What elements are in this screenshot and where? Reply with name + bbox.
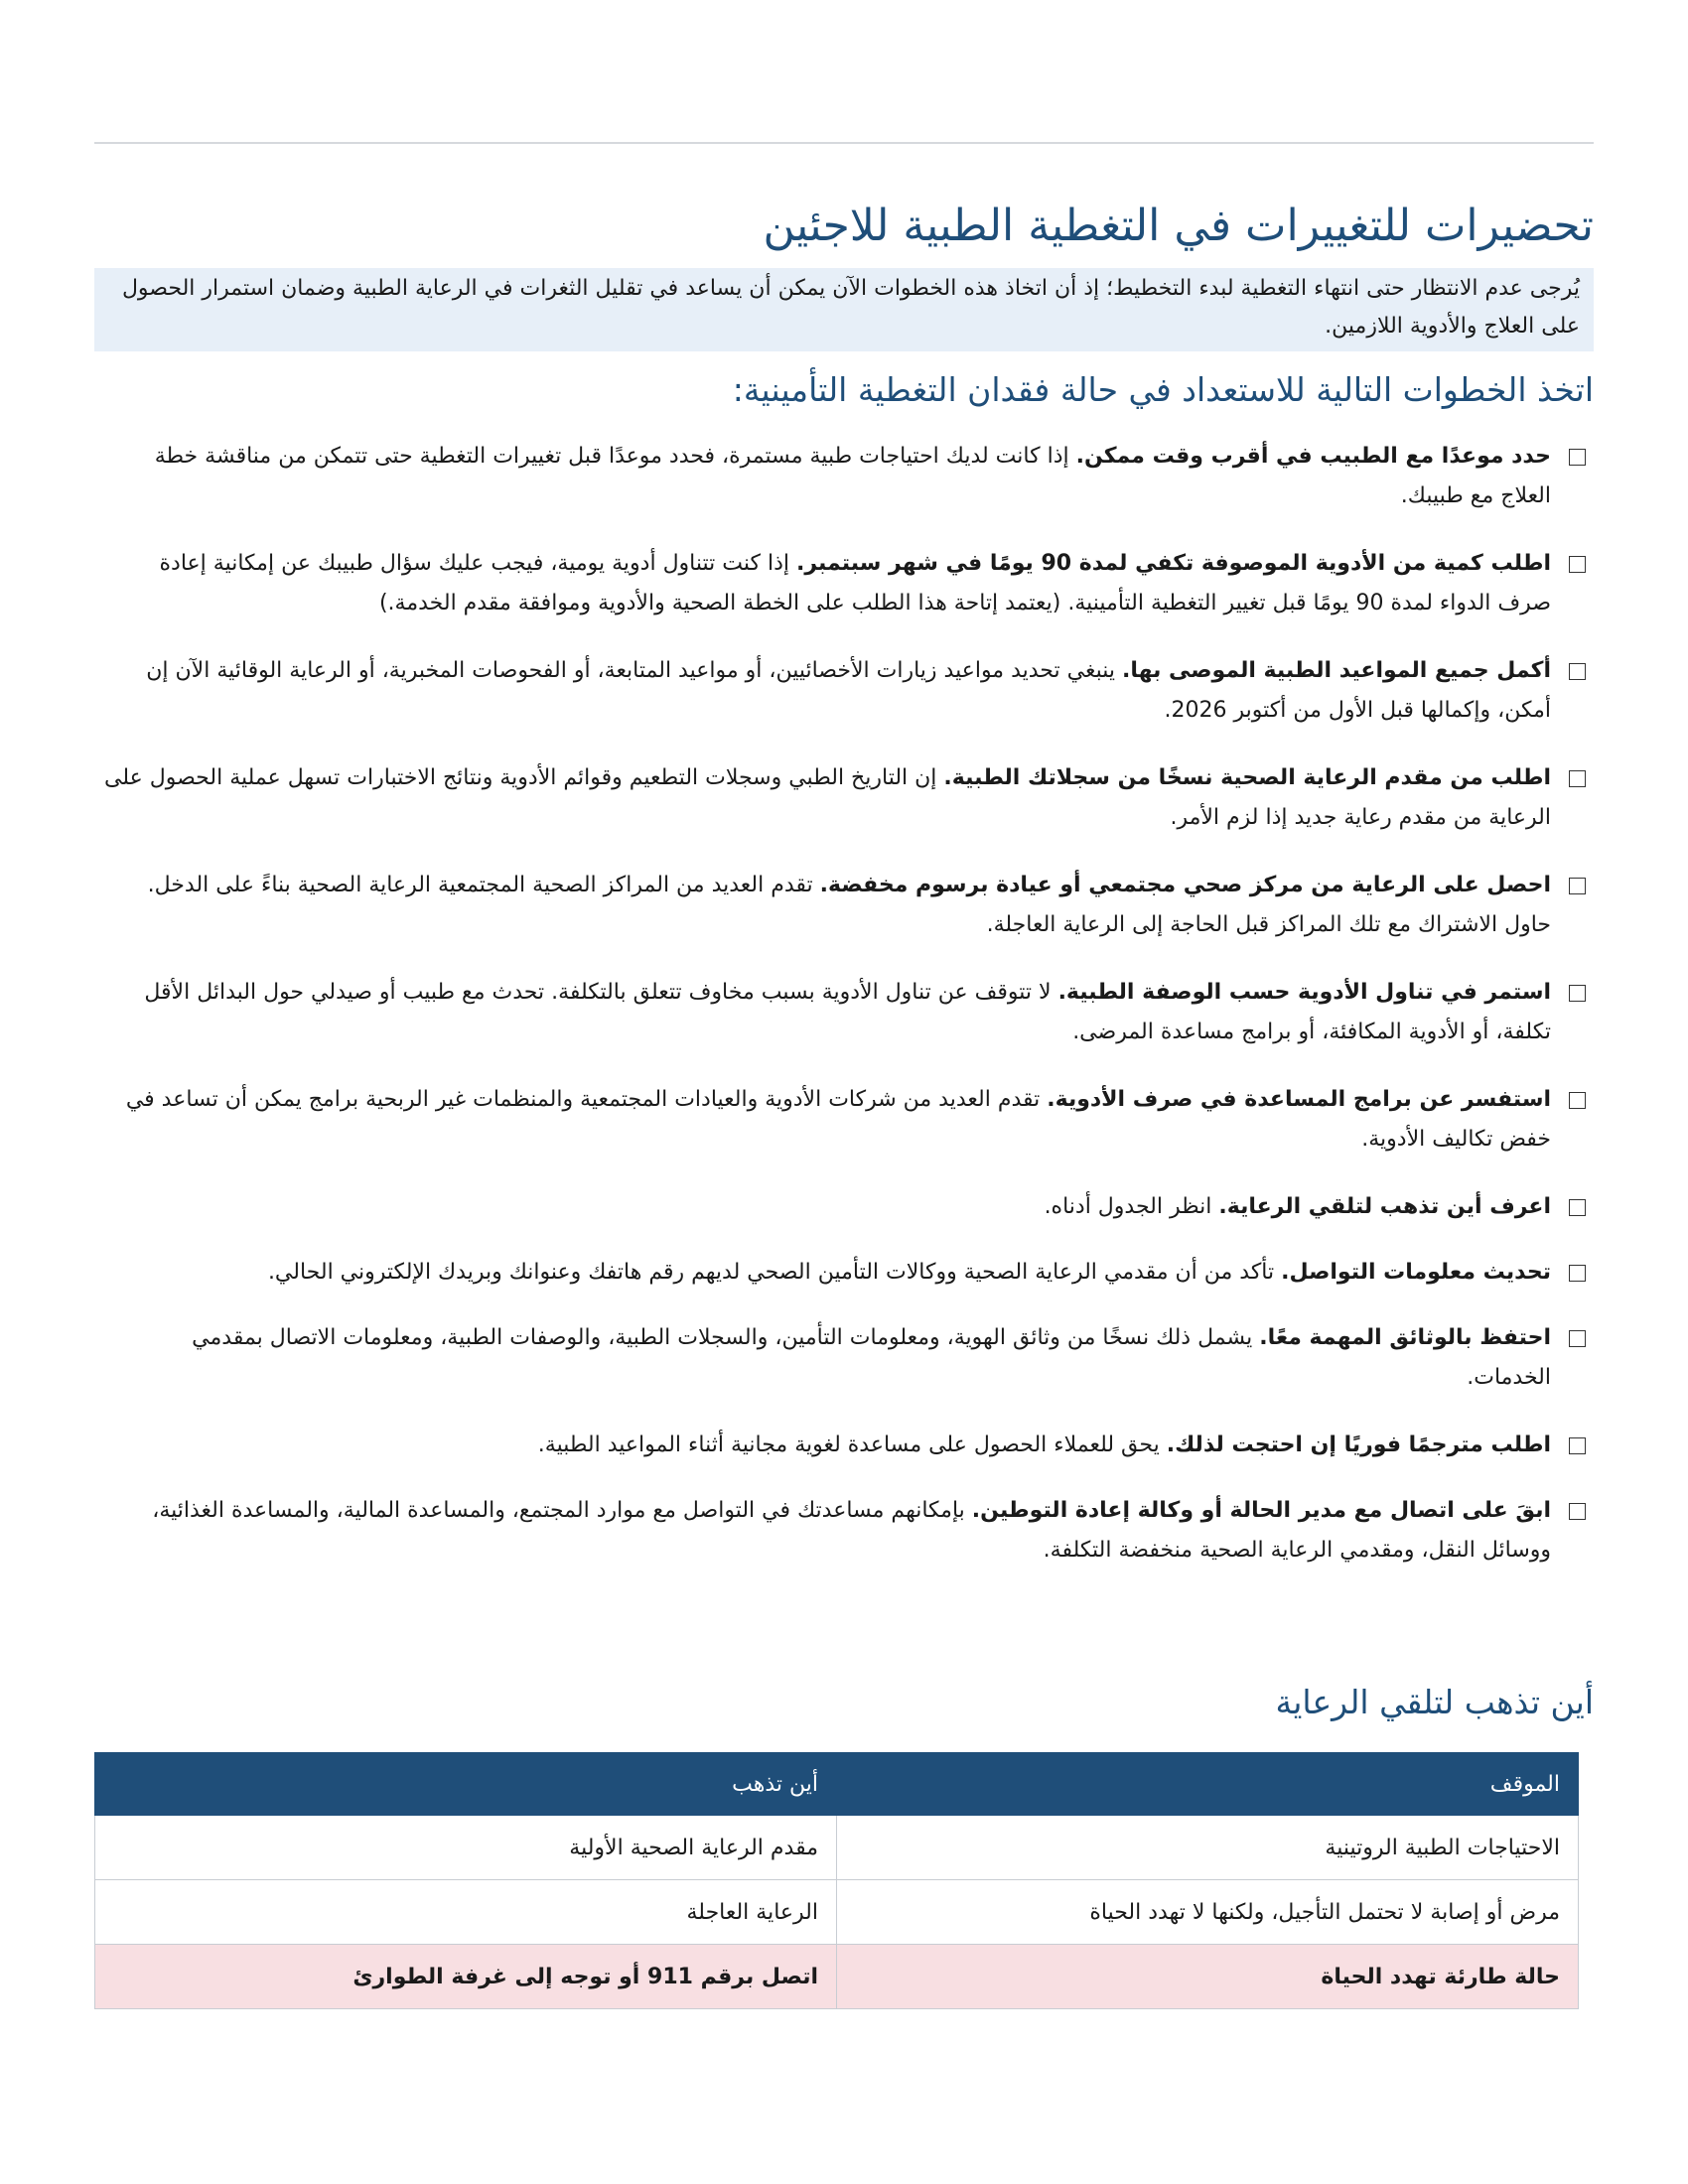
- situation-cell: مرض أو إصابة لا تحتمل التأجيل، ولكنها لا تهدد الحياة: [837, 1880, 1579, 1945]
- checklist-item: [104, 1491, 1594, 1570]
- step-text: انظر الجدول أدناه.: [1044, 1194, 1219, 1219]
- checkbox[interactable]: [1569, 1092, 1586, 1109]
- steps-heading: اتخذ الخطوات التالية للاستعداد في حالة فقدان التغطية التأمينية:: [732, 370, 1594, 409]
- step-text: إن التاريخ الطبي وسجلات التطعيم وقوائم الأدوية ونتائج الاختبارات تسهل عملية الحصول على الرعاية من مقدم رعاية جديد إذا لزم الأمر.: [104, 765, 1551, 830]
- checklist-item: [104, 1080, 1594, 1160]
- checkbox[interactable]: [1569, 1265, 1586, 1282]
- step-text: إذا كنت تتناول أدوية يومية، فيجب عليك سؤال طبيبك عن إمكانية إعادة صرف الدواء لمدة 90 يومًا قبل تغيير التغطية التأمينية. (يعتمد إتاحة هذا الطلب على الخطة الصحية والأدوية وموافقة مقدم الخدمة.): [159, 551, 1551, 615]
- checklist-item: [104, 1187, 1594, 1227]
- where-to-go-cell: الرعاية العاجلة: [95, 1880, 837, 1945]
- checklist-item: [104, 866, 1594, 945]
- step-title: تحديث معلومات التواصل.: [1281, 1260, 1551, 1285]
- preparation-checklist: [104, 437, 1594, 1570]
- step-title: استمر في تناول الأدوية حسب الوصفة الطبية.: [1057, 980, 1551, 1005]
- situation-cell: حالة طارئة تهدد الحياة: [837, 1945, 1579, 2009]
- step-text: تأكد من أن مقدمي الرعاية الصحية ووكالات التأمين الصحي لديهم رقم هاتفك وعنوانك وبريدك الإلكتروني الحالي.: [267, 1260, 1282, 1285]
- step-text: تقدم العديد من المراكز الصحية المجتمعية الرعاية الصحية بناءً على الدخل. حاول الاشتراك مع تلك المراكز قبل الحاجة إلى الرعاية العاجلة.: [147, 873, 1551, 937]
- column-header-where-to-go: أين تذهب: [95, 1753, 837, 1816]
- step-title: اعرف أين تذهب لتلقي الرعاية.: [1218, 1194, 1551, 1219]
- step-text: بإمكانهم مساعدتك في التواصل مع موارد المجتمع، والمساعدة المالية، والمساعدة الغذائية، ووسائل النقل، ومقدمي الرعاية الصحية منخفضة التكلفة.: [152, 1498, 1551, 1563]
- intro-callout: يُرجى عدم الانتظار حتى انتهاء التغطية لبدء التخطيط؛ إذ أن اتخاذ هذه الخطوات الآن يمكن أن يساعد في تقليل الثغرات في الرعاية الطبية وضمان استمرار الحصول على العلاج والأدوية اللازمين.: [94, 268, 1594, 351]
- table-header-row: [95, 1753, 1579, 1816]
- where-to-go-cell: مقدم الرعاية الصحية الأولية: [95, 1816, 837, 1880]
- step-text: يحق للعملاء الحصول على مساعدة لغوية مجانية أثناء المواعيد الطبية.: [537, 1433, 1167, 1457]
- checkbox[interactable]: [1569, 1503, 1586, 1520]
- step-text: يشمل ذلك نسخًا من وثائق الهوية، ومعلومات التأمين، والسجلات الطبية، والوصفات الطبية، ومعلومات الاتصال بمقدمي الخدمات.: [192, 1325, 1551, 1390]
- situation-cell: الاحتياجات الطبية الروتينية: [837, 1816, 1579, 1880]
- checkbox[interactable]: [1569, 1437, 1586, 1454]
- step-text: تقدم العديد من شركات الأدوية والعيادات المجتمعية والمنظمات غير الربحية برامج يمكن أن تساعد في خفض تكاليف الأدوية.: [125, 1087, 1551, 1152]
- checklist-item: [104, 758, 1594, 838]
- checkbox[interactable]: [1569, 1199, 1586, 1216]
- step-title: اطلب كمية من الأدوية الموصوفة تكفي لمدة 90 يومًا في شهر سبتمبر.: [796, 551, 1551, 576]
- emergency-row: [95, 1945, 1579, 2009]
- checklist-item: [104, 544, 1594, 623]
- checklist-item: [104, 1253, 1594, 1293]
- step-text: لا تتوقف عن تناول الأدوية بسبب مخاوف تتعلق بالتكلفة. تحدث مع طبيب أو صيدلي حول البدائل الأقل تكلفة، أو الأدوية المكافئة، أو برامج مساعدة المرضى.: [144, 980, 1551, 1044]
- checkbox[interactable]: [1569, 449, 1586, 466]
- step-title: احصل على الرعاية من مركز صحي مجتمعي أو عيادة برسوم مخفضة.: [819, 873, 1551, 897]
- step-text: إذا كانت لديك احتياجات طبية مستمرة، فحدد موعدًا قبل تغييرات التغطية حتى تتمكن من مناقشة خطة العلاج مع طبيبك.: [154, 444, 1551, 508]
- checklist-item: [104, 437, 1594, 516]
- step-title: ابقَ على اتصال مع مدير الحالة أو وكالة إعادة التوطين.: [971, 1498, 1551, 1523]
- checkbox[interactable]: [1569, 878, 1586, 894]
- step-title: اطلب مترجمًا فوريًا إن احتجت لذلك.: [1166, 1433, 1551, 1457]
- step-title: استفسر عن برامج المساعدة في صرف الأدوية.: [1047, 1087, 1551, 1112]
- care-heading: أين تذهب لتلقي الرعاية: [1275, 1683, 1594, 1721]
- checklist-item: [104, 973, 1594, 1052]
- top-divider: [94, 142, 1594, 144]
- step-title: احتفظ بالوثائق المهمة معًا.: [1259, 1325, 1551, 1350]
- checkbox[interactable]: [1569, 556, 1586, 573]
- checkbox[interactable]: [1569, 663, 1586, 680]
- step-title: أكمل جميع المواعيد الطبية الموصى بها.: [1121, 658, 1551, 683]
- checklist-item: [104, 651, 1594, 731]
- checklist-item: [104, 1426, 1594, 1465]
- where-to-go-table: [94, 1752, 1579, 2009]
- step-title: حدد موعدًا مع الطبيب في أقرب وقت ممكن.: [1075, 444, 1551, 469]
- table-row: [95, 1816, 1579, 1880]
- checkbox[interactable]: [1569, 985, 1586, 1002]
- where-to-go-cell: اتصل برقم 911 أو توجه إلى غرفة الطوارئ: [95, 1945, 837, 2009]
- step-text: ينبغي تحديد مواعيد زيارات الأخصائيين، أو مواعيد المتابعة، أو الفحوصات المخبرية، أو الرعاية الوقائية الآن إن أمكن، وإكمالها قبل الأول من أكتوبر 2026.: [146, 658, 1551, 723]
- page-title: تحضيرات للتغييرات في التغطية الطبية للاجئين: [763, 201, 1594, 251]
- step-title: اطلب من مقدم الرعاية الصحية نسخًا من سجلاتك الطبية.: [943, 765, 1551, 790]
- checkbox[interactable]: [1569, 770, 1586, 787]
- checkbox[interactable]: [1569, 1330, 1586, 1347]
- checklist-item: [104, 1318, 1594, 1398]
- table-row: [95, 1880, 1579, 1945]
- column-header-situation: الموقف: [837, 1753, 1579, 1816]
